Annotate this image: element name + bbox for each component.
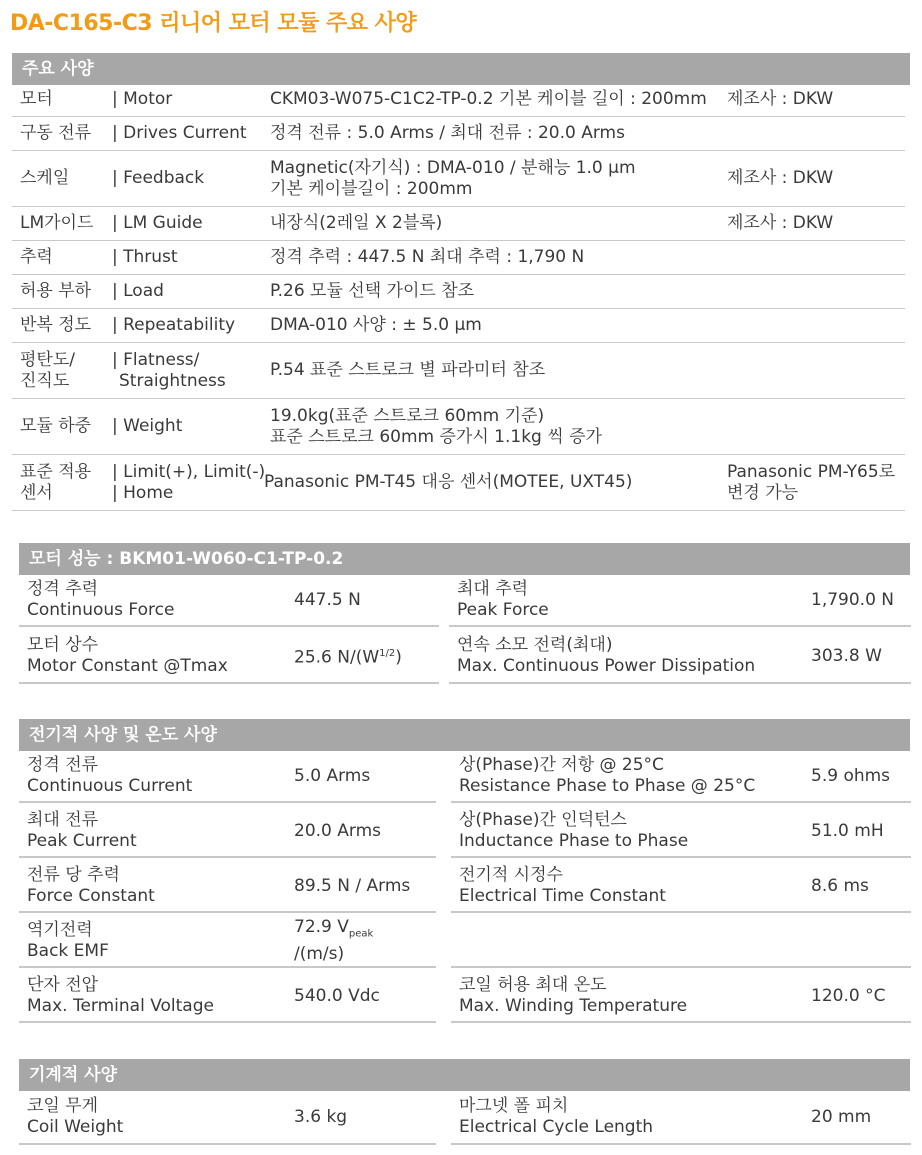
spec-label-en-line1: | Limit(+), Limit(-) bbox=[112, 461, 266, 482]
spec-value: Panasonic PM-T45 대응 센서(MOTEE, UXT45) bbox=[264, 472, 633, 492]
param-value: 120.0 °C bbox=[811, 985, 886, 1006]
spec-row bbox=[12, 151, 905, 207]
param-label-kr: 상(Phase)간 인덕턴스 bbox=[459, 810, 627, 830]
spec-label-en bbox=[112, 461, 266, 504]
param-label-kr: 최대 전류 bbox=[27, 810, 99, 830]
param-value: 447.5 N bbox=[294, 589, 361, 610]
param-value: 51.0 mH bbox=[811, 820, 884, 841]
param-row bbox=[19, 751, 911, 803]
spec-note: 제조사 : DKW bbox=[727, 213, 834, 233]
param-label-en: Resistance Phase to Phase @ 25°C bbox=[459, 776, 756, 796]
param-row bbox=[19, 916, 911, 968]
param-row bbox=[19, 806, 911, 858]
spec-label-kr: 반복 정도 bbox=[20, 315, 92, 335]
param-value: 89.5 N / Arms bbox=[294, 875, 411, 896]
spec-label-kr-line1: 표준 적용 bbox=[20, 461, 92, 482]
spec-value bbox=[260, 406, 727, 448]
spec-label-kr: 모터 bbox=[20, 89, 53, 109]
spec-value bbox=[260, 158, 727, 200]
param-label-en: Back EMF bbox=[27, 941, 109, 961]
spec-value-line1: Magnetic(자기식) : DMA-010 / 분해능 1.0 μm bbox=[270, 157, 636, 178]
param-label-en: Max. Winding Temperature bbox=[459, 996, 688, 1016]
spec-label-en: | Weight bbox=[112, 416, 183, 436]
param-row bbox=[19, 861, 911, 913]
param-cell bbox=[451, 806, 911, 858]
spec-label-kr bbox=[12, 462, 112, 504]
param-row bbox=[19, 630, 911, 684]
spec-note bbox=[727, 462, 905, 504]
param-cell bbox=[19, 861, 436, 913]
param-cell bbox=[451, 971, 911, 1023]
param-label-en: Max. Continuous Power Dissipation bbox=[457, 656, 756, 676]
param-value: 303.8 W bbox=[811, 645, 882, 666]
param-value: 5.9 ohms bbox=[811, 765, 891, 786]
spec-value: 내장식(2레일 X 2블록) bbox=[270, 213, 443, 233]
param-value: 25.6 $N/(W^{1/2})$ bbox=[294, 647, 402, 668]
electrical-header: 전기적 사양 및 온도 사양 bbox=[19, 719, 910, 751]
param-label-kr: 최대 추력 bbox=[457, 579, 529, 599]
spec-label-kr: 허용 부하 bbox=[20, 281, 92, 301]
param-label-en: Force Constant bbox=[27, 886, 155, 906]
param-label-kr: 코일 무게 bbox=[27, 1096, 99, 1116]
param-cell bbox=[451, 751, 911, 803]
param-value: 20.0 Arms bbox=[294, 820, 381, 841]
spec-label-en: | LM Guide bbox=[112, 213, 203, 233]
motor-perf-grid bbox=[19, 575, 911, 684]
spec-label-kr: LM가이드 bbox=[20, 213, 94, 233]
motor-perf-header: 모터 성능 : BKM01-W060-C1-TP-0.2 bbox=[19, 543, 910, 575]
param-cell bbox=[449, 575, 911, 627]
spec-label-en: | Motor bbox=[112, 89, 173, 109]
param-value: 8.6 ms bbox=[811, 875, 869, 896]
param-label-en: Peak Current bbox=[27, 831, 137, 851]
param-value: 1,790.0 N bbox=[811, 589, 895, 610]
param-label-kr: 정격 전류 bbox=[27, 755, 99, 775]
spec-row bbox=[12, 83, 905, 117]
param-cell bbox=[19, 971, 436, 1023]
empty-cell bbox=[451, 916, 911, 968]
spec-value: P.26 모듈 선택 가이드 참조 bbox=[270, 281, 475, 301]
spec-row bbox=[12, 275, 905, 309]
param-label-kr: 전기적 시정수 bbox=[459, 865, 563, 885]
param-label-en: Coil Weight bbox=[27, 1117, 124, 1137]
param-label-kr: 정격 추력 bbox=[27, 579, 99, 599]
param-label-en: Inductance Phase to Phase bbox=[459, 831, 689, 851]
spec-value: 정격 전류 : 5.0 Arms / 최대 전류 : 20.0 Arms bbox=[270, 123, 625, 143]
spec-label-en: | Thrust bbox=[112, 247, 178, 267]
param-label-en: Electrical Time Constant bbox=[459, 886, 666, 906]
param-label-en: Motor Constant @Tmax bbox=[27, 656, 228, 676]
spec-value-line2: 기본 케이블길이 : 200mm bbox=[270, 178, 473, 199]
spec-label-en: | Load bbox=[112, 281, 164, 301]
electrical-grid bbox=[19, 751, 911, 1023]
spec-row bbox=[12, 343, 905, 399]
spec-note-line2: 변경 가능 bbox=[727, 482, 799, 503]
main-spec-table bbox=[12, 83, 905, 511]
mechanical-header: 기계적 사양 bbox=[19, 1059, 910, 1091]
param-label-en: Continuous Current bbox=[27, 776, 193, 796]
mechanical-grid bbox=[19, 1091, 911, 1145]
param-value: 20 mm bbox=[811, 1106, 872, 1127]
spec-label-kr-line2: 진직도 bbox=[20, 370, 70, 391]
param-row bbox=[19, 1091, 911, 1145]
param-row bbox=[19, 575, 911, 627]
spec-label-en-line2: | Home bbox=[112, 482, 174, 503]
param-label-kr: 코일 허용 최대 온도 bbox=[459, 975, 607, 995]
param-cell bbox=[19, 806, 436, 858]
spec-note: 제조사 : DKW bbox=[727, 168, 834, 188]
spec-row bbox=[12, 241, 905, 275]
param-cell bbox=[19, 751, 436, 803]
spec-label-en bbox=[112, 350, 260, 392]
spec-label-en: | Repeatability bbox=[112, 315, 236, 335]
param-cell bbox=[451, 861, 911, 913]
param-cell bbox=[19, 916, 436, 968]
spec-label-en-line2: Straightness bbox=[119, 370, 226, 391]
param-value: 3.6 kg bbox=[294, 1106, 348, 1127]
spec-row bbox=[12, 399, 905, 455]
spec-label-en: | Feedback bbox=[112, 168, 205, 188]
page-title: DA-C165-C3 리니어 모터 모듈 주요 사양 bbox=[10, 11, 417, 36]
spec-label-kr: 구동 전류 bbox=[20, 123, 92, 143]
spec-note-line1: Panasonic PM-Y65로 bbox=[727, 461, 896, 482]
spec-row bbox=[12, 309, 905, 343]
spec-value: P.54 표준 스트로크 별 파라미터 참조 bbox=[270, 360, 546, 380]
param-label-kr: 연속 소모 전력(최대) bbox=[457, 635, 613, 655]
param-label-en: Electrical Cycle Length bbox=[459, 1117, 654, 1137]
spec-note: 제조사 : DKW bbox=[727, 89, 834, 109]
param-label-en: Peak Force bbox=[457, 600, 549, 620]
spec-value: DMA-010 사양 : ± 5.0 μm bbox=[270, 315, 482, 335]
param-cell bbox=[19, 1091, 436, 1145]
spec-label-kr-line2: 센서 bbox=[20, 482, 53, 503]
param-label-kr: 마그넷 폴 피치 bbox=[459, 1096, 569, 1116]
param-label-en: Max. Terminal Voltage bbox=[27, 996, 214, 1016]
spec-row bbox=[12, 455, 905, 511]
spec-row bbox=[12, 207, 905, 241]
param-label-kr: 상(Phase)간 저항 @ 25°C bbox=[459, 755, 664, 775]
param-cell bbox=[449, 630, 911, 684]
spec-label-en: | Drives Current bbox=[112, 123, 247, 143]
param-row bbox=[19, 971, 911, 1023]
spec-label-en-line1: | Flatness/ bbox=[112, 349, 200, 370]
spec-value-line2: 표준 스트로크 60mm 증가시 1.1kg 씩 증가 bbox=[270, 426, 602, 447]
param-value: 72.9 $V_{peak}$ /(m/s) bbox=[294, 916, 374, 965]
spec-value-line1: 19.0kg(표준 스트로크 60mm 기준) bbox=[270, 405, 545, 426]
param-label-kr: 전류 당 추력 bbox=[27, 865, 120, 885]
spec-label-kr bbox=[12, 350, 112, 392]
param-cell bbox=[19, 630, 439, 684]
param-value: 5.0 Arms bbox=[294, 765, 371, 786]
spec-label-kr: 스케일 bbox=[20, 168, 70, 188]
spec-label-kr: 모듈 하중 bbox=[20, 416, 92, 436]
param-label-en: Continuous Force bbox=[27, 600, 175, 620]
param-cell bbox=[19, 575, 439, 627]
param-label-kr: 단자 전압 bbox=[27, 975, 99, 995]
param-value: 540.0 Vdc bbox=[294, 985, 380, 1006]
spec-value: 정격 추력 : 447.5 N 최대 추력 : 1,790 N bbox=[270, 247, 585, 267]
spec-label-kr-line1: 평탄도/ bbox=[20, 349, 75, 370]
param-label-kr: 모터 상수 bbox=[27, 635, 99, 655]
param-cell bbox=[451, 1091, 911, 1145]
param-label-kr: 역기전력 bbox=[27, 920, 93, 940]
spec-value: CKM03-W075-C1C2-TP-0.2 기본 케이블 길이 : 200mm bbox=[270, 89, 707, 109]
spec-label-kr: 추력 bbox=[20, 247, 53, 267]
main-spec-header: 주요 사양 bbox=[12, 53, 910, 85]
spec-row bbox=[12, 117, 905, 151]
